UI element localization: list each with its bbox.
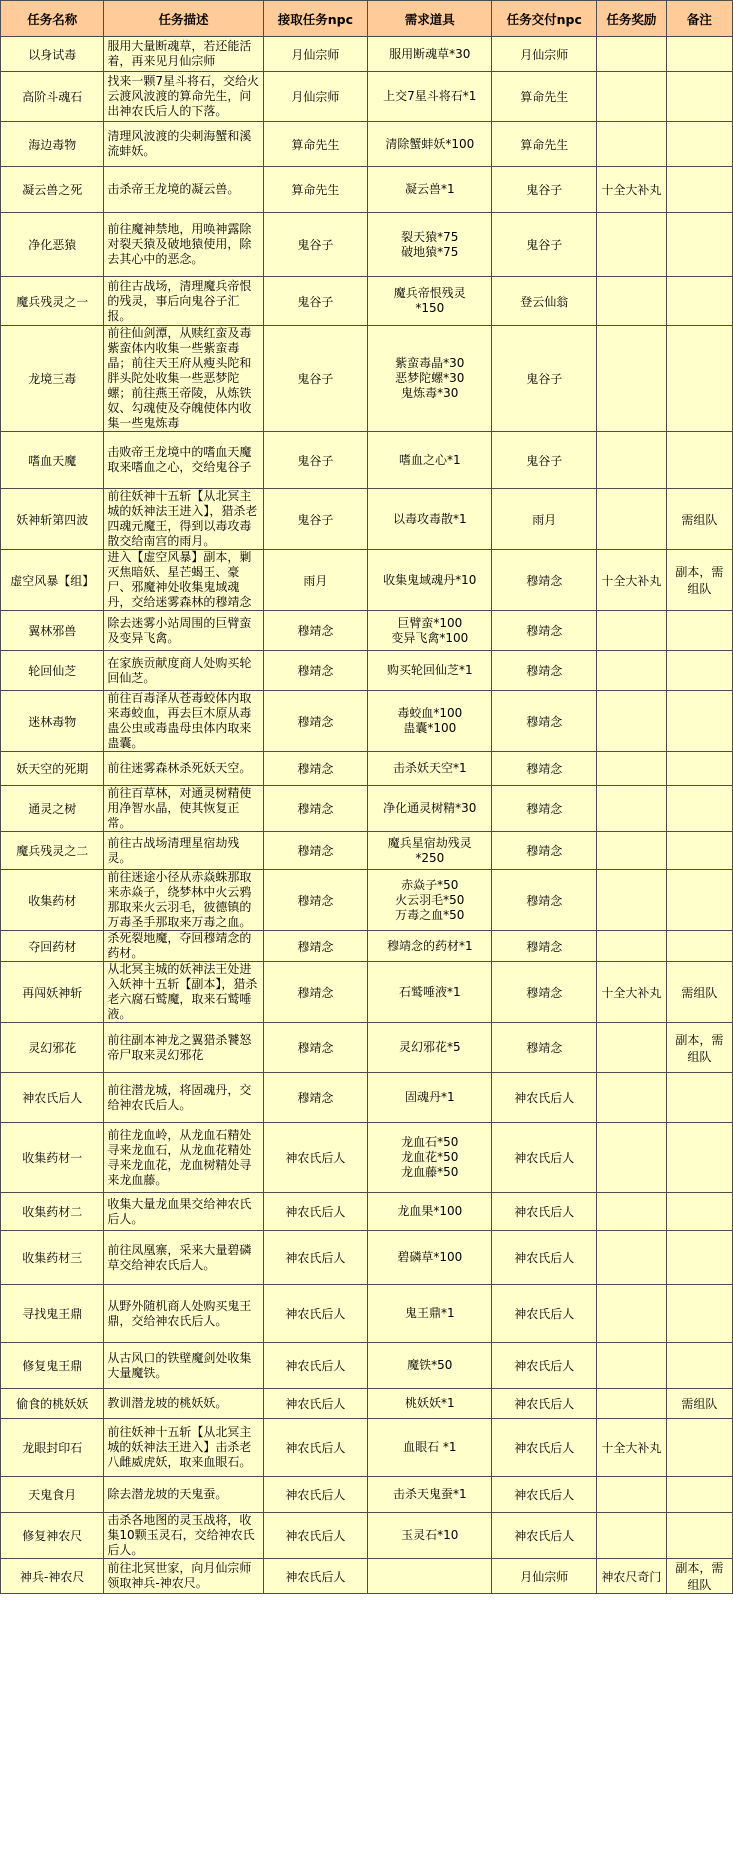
note-cell xyxy=(666,611,732,651)
task-name-cell: 修复鬼王鼎 xyxy=(1,1343,104,1389)
giver-npc-cell: 神农氏后人 xyxy=(263,1559,368,1594)
reward-cell xyxy=(597,213,667,277)
reward-cell xyxy=(597,1073,667,1123)
giver-npc-cell: 穆靖念 xyxy=(263,691,368,752)
giver-npc-cell: 穆靖念 xyxy=(263,870,368,931)
required-item: 破地猿*75 xyxy=(401,244,459,259)
reward-cell xyxy=(597,1123,667,1193)
reward-cell xyxy=(597,832,667,870)
note-cell xyxy=(666,691,732,752)
required-item: 碧磷草*100 xyxy=(397,1250,463,1264)
reward-cell xyxy=(597,691,667,752)
header-task-desc: 任务描述 xyxy=(104,1,263,37)
table-row xyxy=(1,1193,733,1231)
giver-npc-cell: 神农氏后人 xyxy=(263,1123,368,1193)
required-items-cell xyxy=(368,1513,492,1559)
task-name-cell: 以身试毒 xyxy=(1,37,104,72)
task-desc-cell: 前往仙剑潭，从赎红蛮及毒紫蛮体内收集一些紫蛮毒晶；前往天王府从瘦头陀和胖头陀处收集一些恶梦陀螺；前往燕王帝陵，从炼铁奴、勾魂使及夺魄使体内收集一些鬼炼毒 xyxy=(104,326,263,432)
task-desc-cell: 前往百草林，对通灵树精使用净智水晶，使其恢复正常。 xyxy=(104,786,263,832)
note-cell xyxy=(666,931,732,962)
reward-cell xyxy=(597,37,667,72)
required-items-cell xyxy=(368,550,492,611)
task-desc-cell: 前往副本神龙之翼猎杀饕怒帝尸取来灵幻邪花 xyxy=(104,1023,263,1073)
task-name-cell: 收集药材二 xyxy=(1,1193,104,1231)
task-desc-cell: 前往迷途小径从赤焱蛛那取来赤焱子，绕梦林中火云鸦那取来火云羽毛，彼德镇的万毒圣手那取来万毒之血。 xyxy=(104,870,263,931)
required-item: 龙血果*100 xyxy=(397,1204,463,1218)
turnin-npc-cell: 鬼谷子 xyxy=(492,326,597,432)
table-row xyxy=(1,1023,733,1073)
task-desc-cell: 前往龙血岭，从龙血石精处寻来龙血石，从龙血花精处寻来龙血花，龙血树精处寻来龙血藤。 xyxy=(104,1123,263,1193)
task-name-cell: 龙眼封印石 xyxy=(1,1419,104,1477)
note-cell xyxy=(666,277,732,326)
giver-npc-cell: 月仙宗师 xyxy=(263,72,368,122)
giver-npc-cell: 穆靖念 xyxy=(263,1073,368,1123)
task-name-cell: 迷林毒物 xyxy=(1,691,104,752)
turnin-npc-cell: 穆靖念 xyxy=(492,832,597,870)
note-cell: 需组队 xyxy=(666,489,732,550)
task-name-cell: 寻找鬼王鼎 xyxy=(1,1285,104,1343)
required-item: *250 xyxy=(415,850,445,865)
note-cell xyxy=(666,1123,732,1193)
giver-npc-cell: 鬼谷子 xyxy=(263,277,368,326)
required-item: 上交7星斗将石*1 xyxy=(383,89,477,103)
task-name-cell: 魔兵残灵之一 xyxy=(1,277,104,326)
task-desc-cell: 击败帝王龙境中的嗜血天魔取来嗜血之心，交给鬼谷子 xyxy=(104,432,263,489)
giver-npc-cell: 鬼谷子 xyxy=(263,326,368,432)
required-item: 鬼炼毒*30 xyxy=(401,386,459,400)
note-cell xyxy=(666,1343,732,1389)
task-name-cell: 收集药材三 xyxy=(1,1231,104,1285)
note-cell xyxy=(666,72,732,122)
required-items-cell xyxy=(368,1559,492,1594)
task-desc-cell: 收集大量龙血果交给神农氏后人。 xyxy=(104,1193,263,1231)
required-items-cell xyxy=(368,651,492,691)
required-item: 毒蛟血*100 xyxy=(397,706,463,720)
giver-npc-cell: 神农氏后人 xyxy=(263,1419,368,1477)
task-desc-cell: 在家族贡献度商人处购买轮回仙芝。 xyxy=(104,651,263,691)
giver-npc-cell: 鬼谷子 xyxy=(263,489,368,550)
required-item: 击杀妖天空*1 xyxy=(392,761,467,775)
header-required-items: 需求道具 xyxy=(368,1,492,37)
reward-cell xyxy=(597,1477,667,1513)
turnin-npc-cell: 登云仙翁 xyxy=(492,277,597,326)
reward-cell xyxy=(597,489,667,550)
turnin-npc-cell: 穆靖念 xyxy=(492,651,597,691)
task-name-cell: 凝云兽之死 xyxy=(1,167,104,213)
required-item: 血眼石 *1 xyxy=(403,1440,457,1454)
reward-cell xyxy=(597,1193,667,1231)
table-row xyxy=(1,1123,733,1193)
required-items-cell xyxy=(368,832,492,870)
note-cell xyxy=(666,122,732,167)
reward-cell xyxy=(597,786,667,832)
note-cell xyxy=(666,1419,732,1477)
note-cell xyxy=(666,786,732,832)
turnin-npc-cell: 神农氏后人 xyxy=(492,1477,597,1513)
reward-cell xyxy=(597,752,667,786)
table-row xyxy=(1,1389,733,1419)
task-desc-cell: 击杀各地图的灵玉战将，收集10颗玉灵石，交给神农氏后人。 xyxy=(104,1513,263,1559)
table-row xyxy=(1,550,733,611)
required-items-cell xyxy=(368,1023,492,1073)
task-name-cell: 再闯妖神斩 xyxy=(1,962,104,1023)
task-desc-cell: 前往潜龙城，将固魂丹，交给神农氏后人。 xyxy=(104,1073,263,1123)
required-item: 清除蟹蚌妖*100 xyxy=(385,136,475,151)
table-row xyxy=(1,931,733,962)
required-item: 鬼王鼎*1 xyxy=(404,1306,455,1320)
turnin-npc-cell: 神农氏后人 xyxy=(492,1513,597,1559)
giver-npc-cell: 鬼谷子 xyxy=(263,432,368,489)
task-name-cell: 神兵-神农尺 xyxy=(1,1559,104,1594)
table-row xyxy=(1,962,733,1023)
required-item: 魔铁*50 xyxy=(407,1358,453,1372)
giver-npc-cell: 神农氏后人 xyxy=(263,1285,368,1343)
note-cell xyxy=(666,1193,732,1231)
giver-npc-cell: 穆靖念 xyxy=(263,832,368,870)
note-cell xyxy=(666,167,732,213)
required-item: 购买轮回仙芝*1 xyxy=(386,663,473,677)
header-row xyxy=(1,1,733,37)
required-items-cell xyxy=(368,1073,492,1123)
required-items-cell xyxy=(368,1389,492,1419)
task-desc-cell: 前往古战场清理星宿劫残灵。 xyxy=(104,832,263,870)
task-desc-cell: 杀死裂地魔，夺回穆靖念的药材。 xyxy=(104,931,263,962)
task-name-cell: 夺回药材 xyxy=(1,931,104,962)
table-row xyxy=(1,786,733,832)
giver-npc-cell: 神农氏后人 xyxy=(263,1231,368,1285)
giver-npc-cell: 神农氏后人 xyxy=(263,1193,368,1231)
required-item: 魔兵帝恨残灵 xyxy=(393,286,466,300)
giver-npc-cell: 穆靖念 xyxy=(263,611,368,651)
note-cell: 副本，需组队 xyxy=(666,1559,732,1594)
task-name-cell: 天鬼食月 xyxy=(1,1477,104,1513)
giver-npc-cell: 神农氏后人 xyxy=(263,1477,368,1513)
task-name-cell: 虚空风暴【组】 xyxy=(1,550,104,611)
task-name-cell: 收集药材 xyxy=(1,870,104,931)
task-desc-cell: 前往北冥世家，向月仙宗师领取神兵-神农尺。 xyxy=(104,1559,263,1594)
required-items-cell xyxy=(368,432,492,489)
turnin-npc-cell: 算命先生 xyxy=(492,72,597,122)
note-cell xyxy=(666,1231,732,1285)
turnin-npc-cell: 穆靖念 xyxy=(492,870,597,931)
task-desc-cell: 前往妖神十五斩【从北冥主城的妖神法王进入】击杀老八雌威虎妖，取来血眼石。 xyxy=(104,1419,263,1477)
giver-npc-cell: 算命先生 xyxy=(263,122,368,167)
table-row xyxy=(1,1285,733,1343)
giver-npc-cell: 穆靖念 xyxy=(263,931,368,962)
task-desc-cell: 前往魔神禁地，用唤神露除对裂天猿及破地猿使用，除去其心中的恶念。 xyxy=(104,213,263,277)
required-items-cell xyxy=(368,691,492,752)
header-giver-npc: 接取任务npc xyxy=(263,1,368,37)
required-item: 龙血花*50 xyxy=(401,1150,459,1164)
reward-cell xyxy=(597,651,667,691)
header-task-name: 任务名称 xyxy=(1,1,104,37)
reward-cell: 十全大补丸 xyxy=(597,550,667,611)
task-name-cell: 翼林邪兽 xyxy=(1,611,104,651)
required-items-cell xyxy=(368,326,492,432)
reward-cell: 十全大补丸 xyxy=(597,962,667,1023)
task-desc-cell: 除去迷雾小站周围的巨臂蛮及变异飞禽。 xyxy=(104,611,263,651)
note-cell xyxy=(666,752,732,786)
reward-cell xyxy=(597,611,667,651)
turnin-npc-cell: 穆靖念 xyxy=(492,752,597,786)
header-note: 备注 xyxy=(666,1,732,37)
giver-npc-cell: 算命先生 xyxy=(263,167,368,213)
task-name-cell: 龙境三毒 xyxy=(1,326,104,432)
required-items-cell xyxy=(368,931,492,962)
task-desc-cell: 教训潜龙坡的桃妖妖。 xyxy=(104,1389,263,1419)
task-desc-cell: 前往古战场，清理魔兵帝恨的残灵，事后向鬼谷子汇报。 xyxy=(104,277,263,326)
table-row xyxy=(1,691,733,752)
required-items-cell xyxy=(368,277,492,326)
required-item: 净化通灵树精*30 xyxy=(383,801,477,815)
note-cell: 副本，需组队 xyxy=(666,1023,732,1073)
task-desc-cell: 前往百毒泽从苍毒蛟体内取来毒蛟血，再去巨木原从毒蛊公虫或毒蛊母虫体内取来蛊囊。 xyxy=(104,691,263,752)
required-items-cell xyxy=(368,37,492,72)
required-item: 收集鬼域魂丹*10 xyxy=(383,572,477,587)
task-desc-cell: 进入【虚空风暴】副本，剿灭焦暗妖、星芒蝎王、豪尸、邪魔神处收集鬼域魂丹，交给迷雾森林的穆靖念 xyxy=(104,550,263,611)
table-row xyxy=(1,651,733,691)
required-items-cell xyxy=(368,786,492,832)
reward-cell xyxy=(597,1023,667,1073)
task-desc-cell: 击杀帝王龙境的凝云兽。 xyxy=(104,167,263,213)
required-item: 穆靖念的药材*1 xyxy=(386,938,473,953)
giver-npc-cell: 穆靖念 xyxy=(263,1023,368,1073)
required-item: 万毒之血*50 xyxy=(395,907,465,922)
table-row xyxy=(1,1073,733,1123)
task-name-cell: 偷食的桃妖妖 xyxy=(1,1389,104,1419)
reward-cell xyxy=(597,72,667,122)
reward-cell xyxy=(597,1285,667,1343)
required-items-cell xyxy=(368,1343,492,1389)
note-cell: 需组队 xyxy=(666,1389,732,1419)
required-item: 魔兵星宿劫残灵 xyxy=(387,835,472,850)
required-item: 紫蛮毒晶*30 xyxy=(395,356,465,370)
note-cell xyxy=(666,1285,732,1343)
turnin-npc-cell: 神农氏后人 xyxy=(492,1073,597,1123)
required-item: 服用断魂草*30 xyxy=(389,46,471,61)
turnin-npc-cell: 神农氏后人 xyxy=(492,1285,597,1343)
task-name-cell: 净化恶猿 xyxy=(1,213,104,277)
reward-cell xyxy=(597,1389,667,1419)
header-reward: 任务奖励 xyxy=(597,1,667,37)
table-row xyxy=(1,277,733,326)
required-item: 凝云兽*1 xyxy=(404,182,455,196)
giver-npc-cell: 穆靖念 xyxy=(263,651,368,691)
task-desc-cell: 前往妖神十五斩【从北冥主城的妖神法王进入】，猎杀老四魂元魔王，得到以毒攻毒散交给南宫的雨月。 xyxy=(104,489,263,550)
task-name-cell: 妖神斩第四波 xyxy=(1,489,104,550)
task-name-cell: 收集药材一 xyxy=(1,1123,104,1193)
note-cell: 副本，需组队 xyxy=(666,550,732,611)
turnin-npc-cell: 神农氏后人 xyxy=(492,1389,597,1419)
table-row xyxy=(1,1343,733,1389)
required-item: 龙血藤*50 xyxy=(401,1165,459,1179)
required-item: 桃妖妖*1 xyxy=(404,1396,455,1410)
required-items-cell xyxy=(368,489,492,550)
task-name-cell: 神农氏后人 xyxy=(1,1073,104,1123)
required-item: 以毒攻毒散*1 xyxy=(392,511,467,526)
required-items-cell xyxy=(368,870,492,931)
turnin-npc-cell: 穆靖念 xyxy=(492,691,597,752)
task-name-cell: 妖天空的死期 xyxy=(1,752,104,786)
reward-cell xyxy=(597,432,667,489)
task-desc-cell: 前往凤凰寨，采来大量碧磷草交给神农氏后人。 xyxy=(104,1231,263,1285)
turnin-npc-cell: 鬼谷子 xyxy=(492,432,597,489)
note-cell xyxy=(666,213,732,277)
required-item: 嗜血之心*1 xyxy=(398,452,461,467)
turnin-npc-cell: 月仙宗师 xyxy=(492,1559,597,1594)
turnin-npc-cell: 穆靖念 xyxy=(492,1023,597,1073)
giver-npc-cell: 穆靖念 xyxy=(263,962,368,1023)
note-cell xyxy=(666,1073,732,1123)
reward-cell: 十全大补丸 xyxy=(597,167,667,213)
required-items-cell xyxy=(368,1477,492,1513)
quest-table-body xyxy=(1,37,733,1594)
task-name-cell: 魔兵残灵之二 xyxy=(1,832,104,870)
reward-cell xyxy=(597,326,667,432)
giver-npc-cell: 鬼谷子 xyxy=(263,213,368,277)
turnin-npc-cell: 雨月 xyxy=(492,489,597,550)
task-name-cell: 灵幻邪花 xyxy=(1,1023,104,1073)
turnin-npc-cell: 穆靖念 xyxy=(492,550,597,611)
reward-cell xyxy=(597,1231,667,1285)
required-item: 赤焱子*50 xyxy=(401,877,459,892)
table-row xyxy=(1,72,733,122)
task-desc-cell: 从北冥主城的妖神法王处进入妖神十五斩【副本】，猎杀老六腐石鹫魔，取来石鹫唾液。 xyxy=(104,962,263,1023)
required-items-cell xyxy=(368,213,492,277)
table-row xyxy=(1,1419,733,1477)
turnin-npc-cell: 月仙宗师 xyxy=(492,37,597,72)
required-items-cell xyxy=(368,611,492,651)
required-items-cell xyxy=(368,1193,492,1231)
reward-cell: 神农尺奇门 xyxy=(597,1559,667,1594)
note-cell xyxy=(666,870,732,931)
table-row xyxy=(1,752,733,786)
required-item: 石鹫唾液*1 xyxy=(398,984,461,999)
required-item: 火云羽毛*50 xyxy=(395,892,465,907)
turnin-npc-cell: 神农氏后人 xyxy=(492,1343,597,1389)
giver-npc-cell: 神农氏后人 xyxy=(263,1513,368,1559)
note-cell xyxy=(666,1513,732,1559)
task-name-cell: 嗜血天魔 xyxy=(1,432,104,489)
reward-cell xyxy=(597,122,667,167)
giver-npc-cell: 雨月 xyxy=(263,550,368,611)
required-item: *150 xyxy=(415,301,445,315)
note-cell xyxy=(666,37,732,72)
required-items-cell xyxy=(368,752,492,786)
note-cell xyxy=(666,651,732,691)
table-row xyxy=(1,122,733,167)
table-row xyxy=(1,489,733,550)
required-items-cell xyxy=(368,72,492,122)
required-items-cell xyxy=(368,1419,492,1477)
required-item: 击杀天鬼蚕*1 xyxy=(392,1487,467,1501)
table-row xyxy=(1,432,733,489)
required-item: 恶梦陀螺*30 xyxy=(395,371,465,385)
task-desc-cell: 从野外随机商人处购买鬼王鼎，交给神农氏后人。 xyxy=(104,1285,263,1343)
turnin-npc-cell: 神农氏后人 xyxy=(492,1193,597,1231)
header-turnin-npc: 任务交付npc xyxy=(492,1,597,37)
task-name-cell: 通灵之树 xyxy=(1,786,104,832)
note-cell xyxy=(666,832,732,870)
task-desc-cell: 从古风口的铁壁魔剑处收集大量魔铁。 xyxy=(104,1343,263,1389)
required-items-cell xyxy=(368,962,492,1023)
required-item: 灵幻邪花*5 xyxy=(398,1040,461,1054)
task-name-cell: 高阶斗魂石 xyxy=(1,72,104,122)
turnin-npc-cell: 鬼谷子 xyxy=(492,213,597,277)
note-cell xyxy=(666,432,732,489)
table-row xyxy=(1,213,733,277)
reward-cell xyxy=(597,277,667,326)
giver-npc-cell: 月仙宗师 xyxy=(263,37,368,72)
required-items-cell xyxy=(368,1231,492,1285)
required-item: 龙血石*50 xyxy=(401,1135,459,1149)
task-desc-cell: 清理风波渡的尖刺海蟹和溪流蚌妖。 xyxy=(104,122,263,167)
turnin-npc-cell: 鬼谷子 xyxy=(492,167,597,213)
reward-cell xyxy=(597,931,667,962)
task-desc-cell: 服用大量断魂草，若还能活着，再来见月仙宗师 xyxy=(104,37,263,72)
table-row xyxy=(1,37,733,72)
table-row xyxy=(1,1513,733,1559)
required-items-cell xyxy=(368,1123,492,1193)
required-item: 玉灵石*10 xyxy=(401,1528,459,1542)
task-name-cell: 轮回仙芝 xyxy=(1,651,104,691)
turnin-npc-cell: 神农氏后人 xyxy=(492,1231,597,1285)
required-items-cell xyxy=(368,1285,492,1343)
reward-cell xyxy=(597,1343,667,1389)
required-item: 巨臂蛮*100 xyxy=(397,615,463,630)
giver-npc-cell: 神农氏后人 xyxy=(263,1389,368,1419)
note-cell: 需组队 xyxy=(666,962,732,1023)
reward-cell: 十全大补丸 xyxy=(597,1419,667,1477)
turnin-npc-cell: 穆靖念 xyxy=(492,962,597,1023)
turnin-npc-cell: 神农氏后人 xyxy=(492,1419,597,1477)
giver-npc-cell: 穆靖念 xyxy=(263,752,368,786)
table-row xyxy=(1,326,733,432)
required-item: 蛊囊*100 xyxy=(403,721,457,735)
table-row xyxy=(1,1231,733,1285)
task-name-cell: 修复神农尺 xyxy=(1,1513,104,1559)
task-desc-cell: 除去潜龙坡的天鬼蚕。 xyxy=(104,1477,263,1513)
task-desc-cell: 前往迷雾森林杀死妖天空。 xyxy=(104,752,263,786)
turnin-npc-cell: 穆靖念 xyxy=(492,786,597,832)
note-cell xyxy=(666,326,732,432)
giver-npc-cell: 穆靖念 xyxy=(263,786,368,832)
note-cell xyxy=(666,1477,732,1513)
table-row xyxy=(1,167,733,213)
reward-cell xyxy=(597,1513,667,1559)
task-desc-cell: 找来一颗7星斗将石，交给火云渡风波渡的算命先生，问出神农氏后人的下落。 xyxy=(104,72,263,122)
table-row xyxy=(1,870,733,931)
table-row xyxy=(1,832,733,870)
turnin-npc-cell: 神农氏后人 xyxy=(492,1123,597,1193)
required-item: 固魂丹*1 xyxy=(404,1090,455,1104)
table-row xyxy=(1,1559,733,1594)
required-item: 裂天猿*75 xyxy=(401,229,459,244)
task-name-cell: 海边毒物 xyxy=(1,122,104,167)
giver-npc-cell: 神农氏后人 xyxy=(263,1343,368,1389)
required-items-cell xyxy=(368,122,492,167)
table-row xyxy=(1,1477,733,1513)
reward-cell xyxy=(597,870,667,931)
table-row xyxy=(1,611,733,651)
turnin-npc-cell: 穆靖念 xyxy=(492,611,597,651)
required-items-cell xyxy=(368,167,492,213)
turnin-npc-cell: 穆靖念 xyxy=(492,931,597,962)
required-item: 变异飞禽*100 xyxy=(391,630,469,645)
turnin-npc-cell: 算命先生 xyxy=(492,122,597,167)
